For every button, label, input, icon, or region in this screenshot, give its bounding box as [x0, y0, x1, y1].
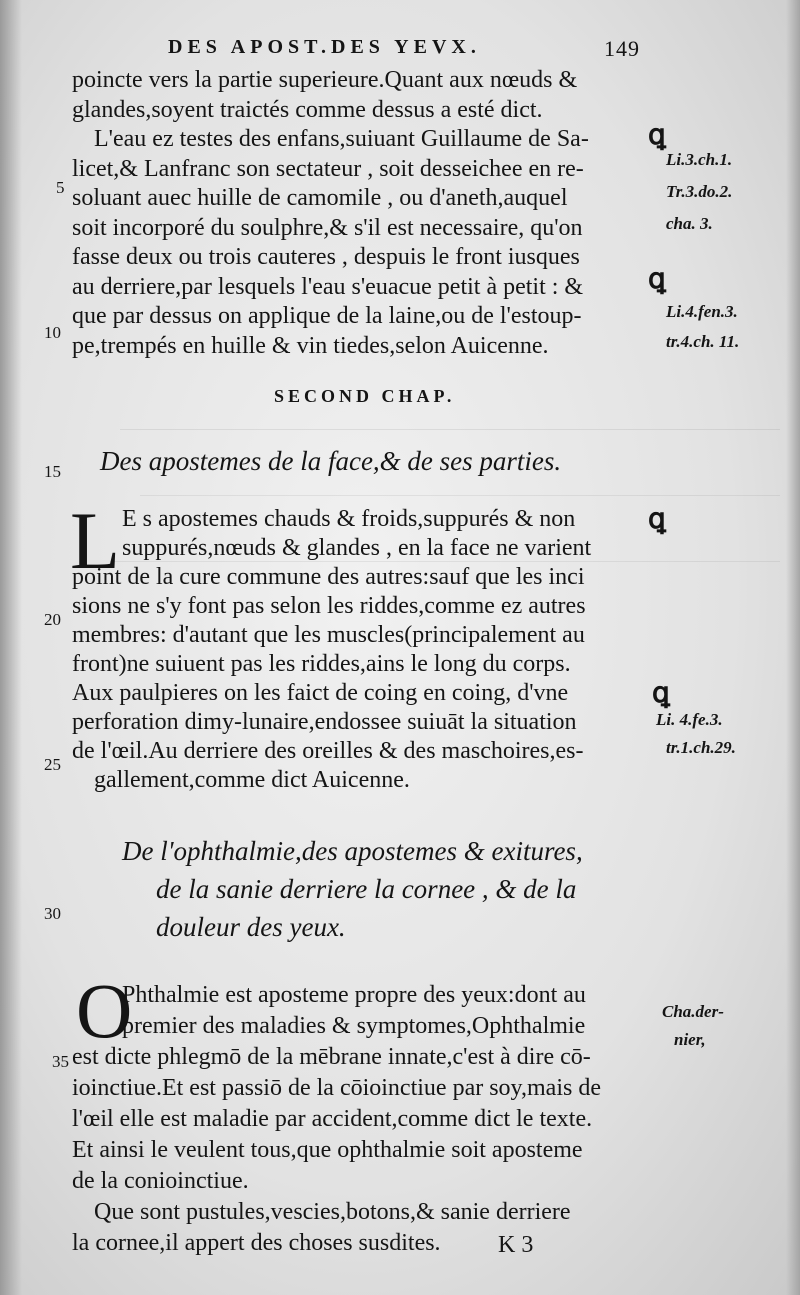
text-line: que par dessus on applique de la laine,ou de l'estoup- — [72, 303, 582, 329]
section-title-line: de la sanie derriere la cornee , & de la — [156, 874, 577, 904]
text-line: Phthalmie est aposteme propre des yeux:dont au — [122, 982, 586, 1008]
paragraph-top — [72, 66, 652, 361]
text-line: E s apostemes chauds & froids,suppurés & non — [122, 506, 576, 532]
signature-mark: K 3 — [498, 1232, 534, 1258]
text-line: membres: d'autant que les muscles(principalement au — [72, 622, 585, 648]
page-gutter-shadow — [0, 0, 22, 1295]
marginal-symbol: ꝗ — [648, 264, 666, 295]
text-line: glandes,soyent traictés comme dessus a esté dict. — [72, 96, 543, 123]
text-line: L'eau ez testes des enfans,suiuant Guillaume de Sa- — [94, 126, 589, 152]
line-number: 25 — [44, 755, 61, 774]
marginal-note: Li.3.ch.1. — [666, 150, 733, 169]
text-line: Aux paulpieres on les faict de coing en coing, d'vne — [72, 680, 569, 706]
text-line: soit incorporé du soulphre,& s'il est necessaire, qu'on — [72, 214, 583, 241]
text-line: l'œil elle est maladie par accident,comme dict le texte. — [72, 1106, 593, 1132]
text-line: ioinctiue.Et est passiō de la cōioinctiue par soy,mais de — [72, 1075, 601, 1101]
text-line: Que sont pustules,vescies,botons,& sanie derriere — [94, 1199, 571, 1225]
chapter-heading: SECOND CHAP. — [274, 386, 456, 406]
marginal-note: Li. 4.fe.3. — [656, 710, 723, 729]
section-title — [122, 832, 583, 946]
text-line: de l'œil.Au derriere des oreilles & des maschoires,es- — [72, 738, 584, 764]
marginal-note: tr.4.ch. 11. — [666, 332, 740, 351]
running-title: DES APOST.DES YEVX. — [168, 36, 481, 58]
marginal-note: Li.4.fen.3. — [666, 302, 738, 321]
text-line: front)ne suiuent pas les riddes,ains le long du corps. — [72, 651, 571, 677]
page-number: 149 — [604, 36, 640, 61]
marginal-note: Cha.der- — [662, 1002, 724, 1021]
marginal-note: Tr.3.do.2. — [666, 182, 733, 201]
section-title-line: douleur des yeux. — [156, 912, 346, 942]
marginal-symbol: ꝗ — [652, 678, 670, 709]
text-line: point de la cure commune des autres:sauf que les inci — [72, 564, 585, 590]
section-title: Des apostemes de la face,& de ses parties. — [100, 446, 562, 476]
text-line: la cornee,il appert des choses susdites. — [72, 1230, 441, 1256]
text-line: poincte vers la partie superieure.Quant aux nœuds & — [72, 67, 578, 93]
text-line: de la conioinctiue. — [72, 1168, 249, 1194]
section-title-line: De l'ophthalmie,des apostemes & exitures, — [122, 836, 583, 866]
text-line: suppurés,nœuds & glandes , en la face ne varient — [122, 535, 592, 561]
line-number: 30 — [44, 904, 61, 923]
drop-cap: L — [70, 495, 121, 586]
paragraph-ophthalmie — [72, 980, 652, 1259]
text-line: au derriere,par lesquels l'eau s'euacue petit à petit : & — [72, 273, 584, 300]
line-number: 5 — [56, 178, 65, 197]
line-number: 15 — [44, 462, 61, 481]
text-line: gallement,comme dict Auicenne. — [94, 767, 410, 793]
text-line: sions ne s'y font pas selon les riddes,comme ez autres — [72, 593, 586, 619]
marginal-note: cha. 3. — [666, 214, 713, 233]
line-number: 35 — [52, 1052, 69, 1071]
drop-cap: O — [76, 967, 133, 1054]
text-line: fasse deux ou trois cauteres , despuis le front iusques — [72, 244, 580, 270]
text-line: premier des maladies & symptomes,Ophthalmie — [122, 1013, 586, 1039]
text-line: licet,& Lanfranc son sectateur , soit desseichee en re- — [72, 155, 584, 182]
line-number: 10 — [44, 323, 61, 342]
marginal-symbol: ꝗ — [648, 120, 666, 151]
marginal-symbol: ꝗ — [648, 504, 666, 535]
marginal-note: nier, — [674, 1030, 706, 1049]
paragraph-face — [72, 505, 652, 795]
marginal-note: tr.1.ch.29. — [666, 738, 736, 757]
text-line: perforation dimy-lunaire,endossee suiuāt la situation — [72, 709, 577, 735]
line-number: 20 — [44, 610, 61, 629]
text-line: pe,trempés en huille & vin tiedes,selon Auicenne. — [72, 332, 549, 359]
page-edge-shadow — [786, 0, 800, 1295]
text-line: Et ainsi le veulent tous,que ophthalmie soit aposteme — [72, 1137, 583, 1163]
text-line: soluant auec huille de camomile , ou d'aneth,auquel — [72, 185, 568, 211]
text-line: est dicte phlegmō de la mēbrane innate,c'est à dire cō- — [72, 1044, 591, 1070]
